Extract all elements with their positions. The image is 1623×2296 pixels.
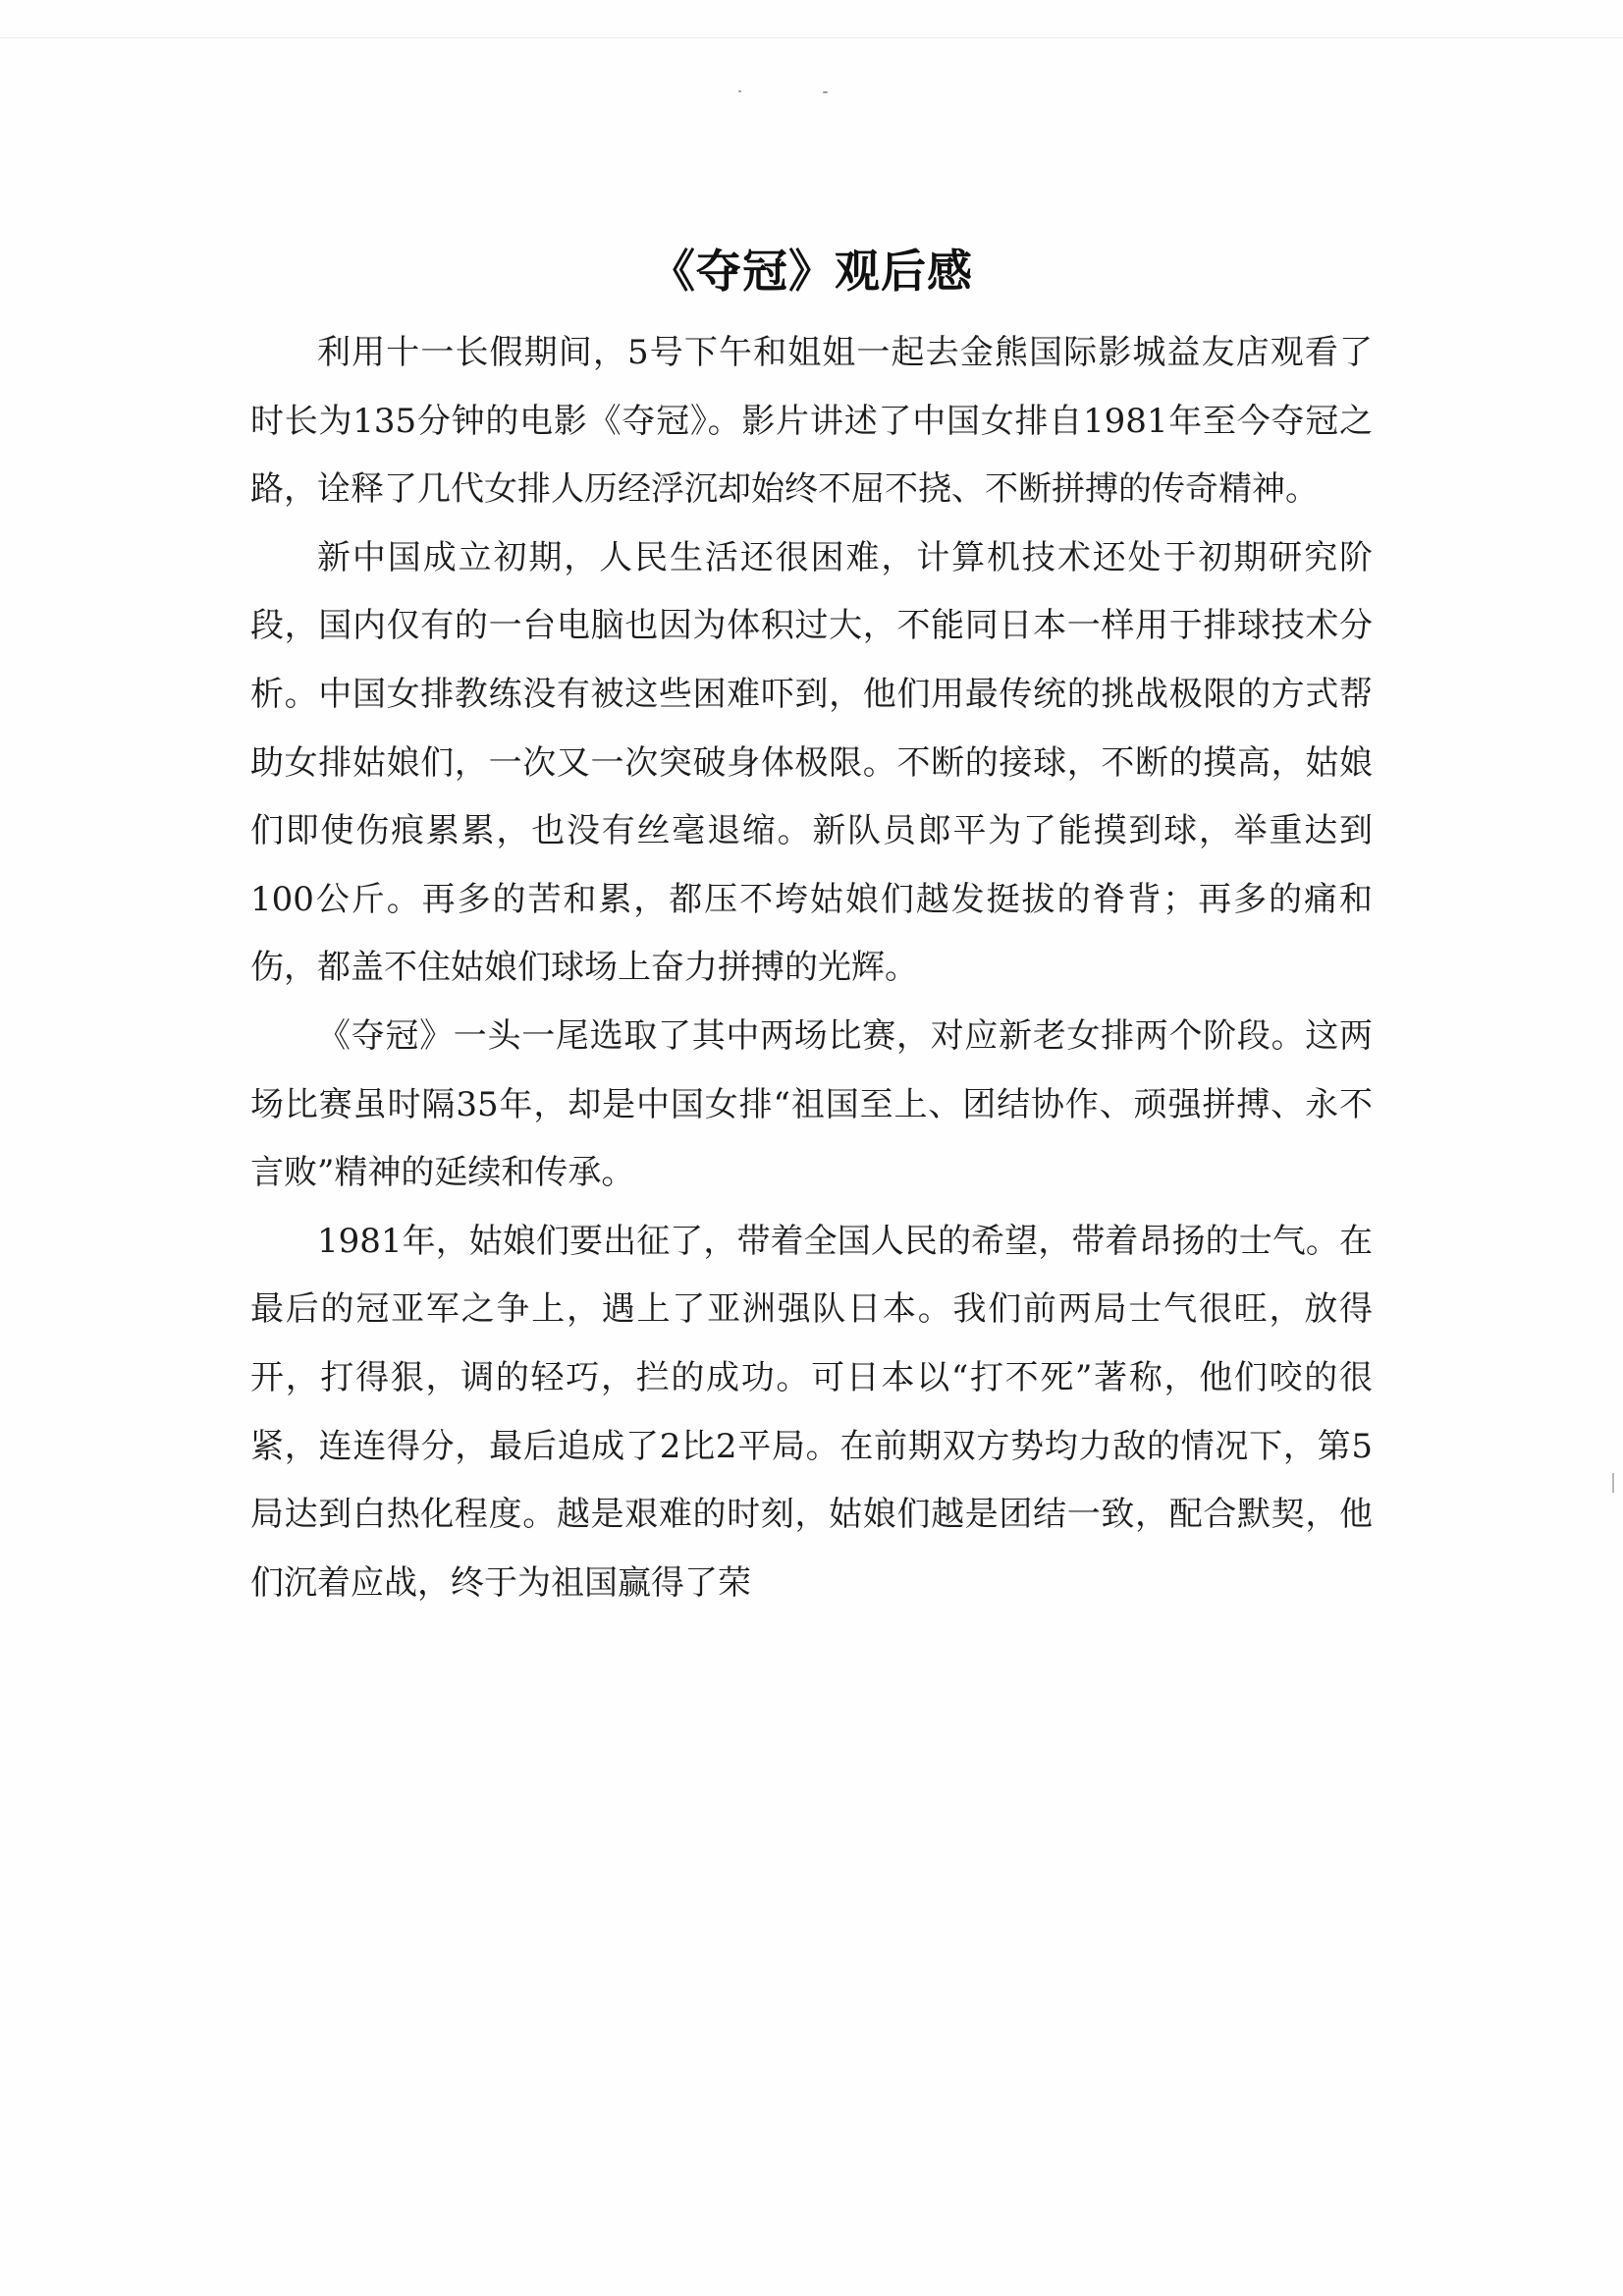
- document-title: 《夺冠》观后感: [650, 244, 973, 298]
- document-body: [250, 319, 1373, 1617]
- paragraph-1981-final: 1981年，姑娘们要出征了，带着全国人民的希望，带着昂扬的士气。在最后的冠亚军之争上，遇上了亚洲强队日本。我们前两局士气很旺，放得开，打得狠，调的轻巧，拦的成功。可日本以“打不死”著称，他们咬的很紧，连连得分，最后追成了2比2平局。在前期双方势均力敌的情况下，第5局达到白热化程度。越是艰难的时刻，姑娘们越是团结一致，配合默契，他们沉着应战，终于为祖国赢得了荣: [250, 1221, 1373, 1603]
- scan-speck: [1612, 1473, 1614, 1493]
- paragraph-training: 新中国成立初期，人民生活还很困难，计算机技术还处于初期研究阶段，国内仅有的一台电脑也因为体积过大，不能同日本一样用于排球技术分析。中国女排教练没有被这些困难吓到，他们用最传统的挑战极限的方式帮助女排姑娘们，一次又一次突破身体极限。不断的接球，不断的摸高，姑娘们即使伤痕累累，也没有丝毫退缩。新队员郎平为了能摸到球，举重达到100公斤。再多的苦和累，都压不垮姑娘们越发挺拔的脊背；再多的痛和伤，都盖不住姑娘们球场上奋力拼搏的光辉。: [250, 537, 1373, 988]
- scan-speck: [823, 91, 828, 93]
- paragraph-two-matches: 《夺冠》一头一尾选取了其中两场比赛，对应新老女排两个阶段。这两场比赛虽时隔35年，却是中国女排“祖国至上、团结协作、顽强拼搏、永不言败”精神的延续和传承。: [250, 1015, 1373, 1193]
- paragraph-intro: 利用十一长假期间，5号下午和姐姐一起去金熊国际影城益友店观看了时长为135分钟的电影《夺冠》。影片讲述了中国女排自1981年至今夺冠之路，诠释了几代女排人历经浮沉却始终不屈不挠、不断拼搏的传奇精神。: [250, 333, 1373, 510]
- scan-speck: [738, 90, 741, 92]
- scan-top-edge: [0, 37, 1623, 38]
